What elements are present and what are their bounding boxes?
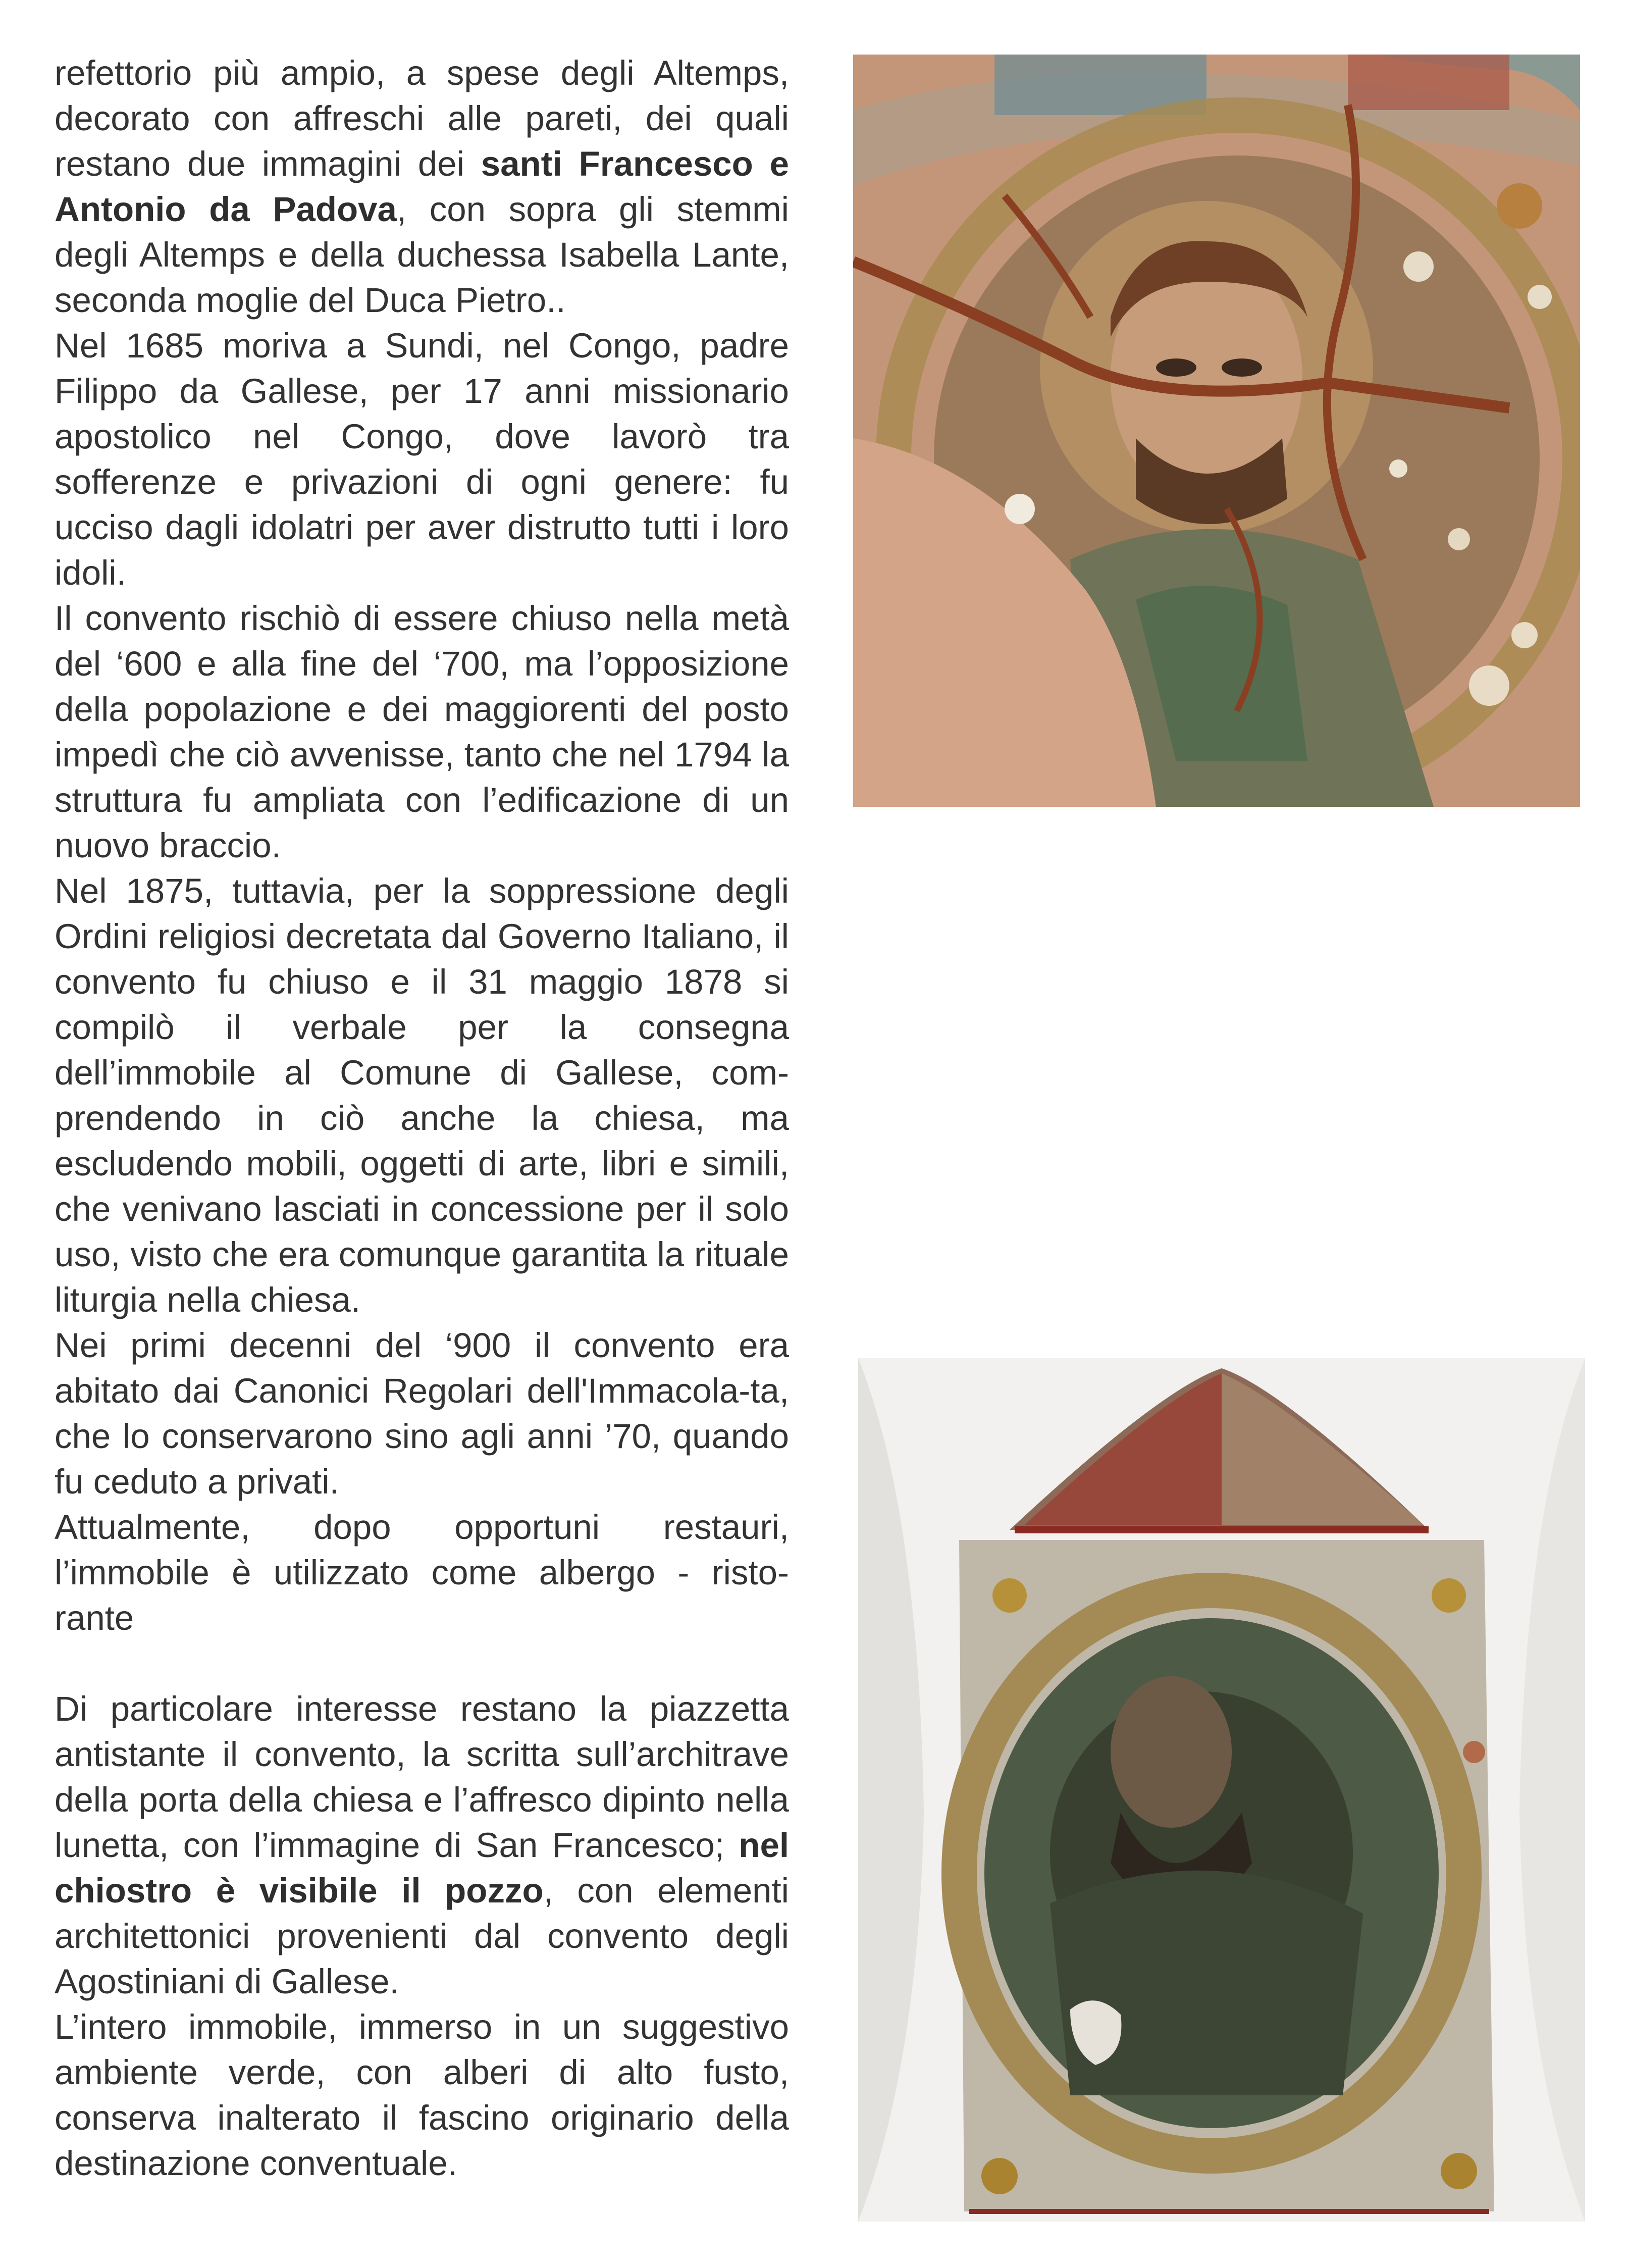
paragraph (55, 868, 789, 1323)
body-text (55, 50, 789, 2186)
text-run: Nel 1685 moriva a Sundi, nel Congo, padre Filippo da Gallese, per 17 anni missionario apostolico nel Congo, dove lavorò tra sofferenze e privazioni di ogni genere: fu ucciso dagli idolatri per aver distrutto tutti i loro idoli. (55, 326, 789, 592)
bold-phrase: santi Francesco e Antonio da Padova (55, 144, 789, 229)
text-run: , con sopra gli stemmi degli Altemps e della duchessa Isabella Lante, seconda moglie del Duca Pietro.. (55, 190, 789, 320)
fresco-roundel-saint-icon (858, 1358, 1585, 2222)
paragraph (55, 323, 789, 596)
paragraph (55, 2004, 789, 2186)
text-run: Il convento rischiò di essere chiuso nella metà del ‘600 e alla fine del ‘700, ma l’opposizione della popolazione e dei maggiorenti del posto impedì che ciò avvenisse, tanto che nel 1794 la struttura fu ampliata con l’edificazione di un nuovo braccio. (55, 599, 789, 865)
paragraph (55, 1505, 789, 1641)
fresco-saint-portrait-photo (853, 55, 1580, 807)
text-run: , con elementi architettonici provenienti dal convento degli Agostiniani di Gallese. (55, 1871, 789, 2001)
text-run: L’intero immobile, immerso in un suggestivo ambiente verde, con alberi di alto fusto, conserva inalterato il fascino originario della destinazione conventuale. (55, 2007, 789, 2183)
bold-phrase: nel chiostro è visibile il pozzo (55, 1826, 789, 1910)
paragraph (55, 1323, 789, 1505)
text-run: Nel 1875, tuttavia, per la soppressione degli Ordini religiosi decretata dal Governo Italiano, il convento fu chiuso e il 31 maggio 1878 si compilò il verbale per la consegna dell’immobile al Comune di Gallese, com-prendendo in ciò anche la chiesa, ma escludendo mobili, oggetti di arte, libri e simili, che venivano lasciati in concessione per il solo uso, visto che era comunque garantita la rituale liturgia nella chiesa. (55, 871, 789, 1319)
fresco-roundel-saint-photo (858, 1358, 1585, 2222)
text-run: Di particolare interesse restano la piazzetta antistante il convento, la scritta sull’architrave della porta della chiesa e l’affresco dipinto nella lunetta, con l’immagine di San Francesco; (55, 1689, 789, 1865)
text-run: Nei primi decenni del ‘900 il convento era abitato dai Canonici Regolari dell'Immacola-ta, che lo conservarono sino agli anni ’70, quando fu ceduto a privati. (55, 1326, 789, 1501)
paragraph (55, 596, 789, 868)
paragraph (55, 1686, 789, 2004)
paragraph (55, 50, 789, 323)
fresco-saint-portrait-icon (853, 55, 1580, 807)
text-run: refettorio più ampio, a spese degli Altemps, decorato con affreschi alle pareti, dei quali restano due immagini dei (55, 54, 789, 183)
text-run: Attualmente, dopo opportuni restauri, l’immobile è utilizzato come albergo - risto-rante (55, 1508, 789, 1637)
